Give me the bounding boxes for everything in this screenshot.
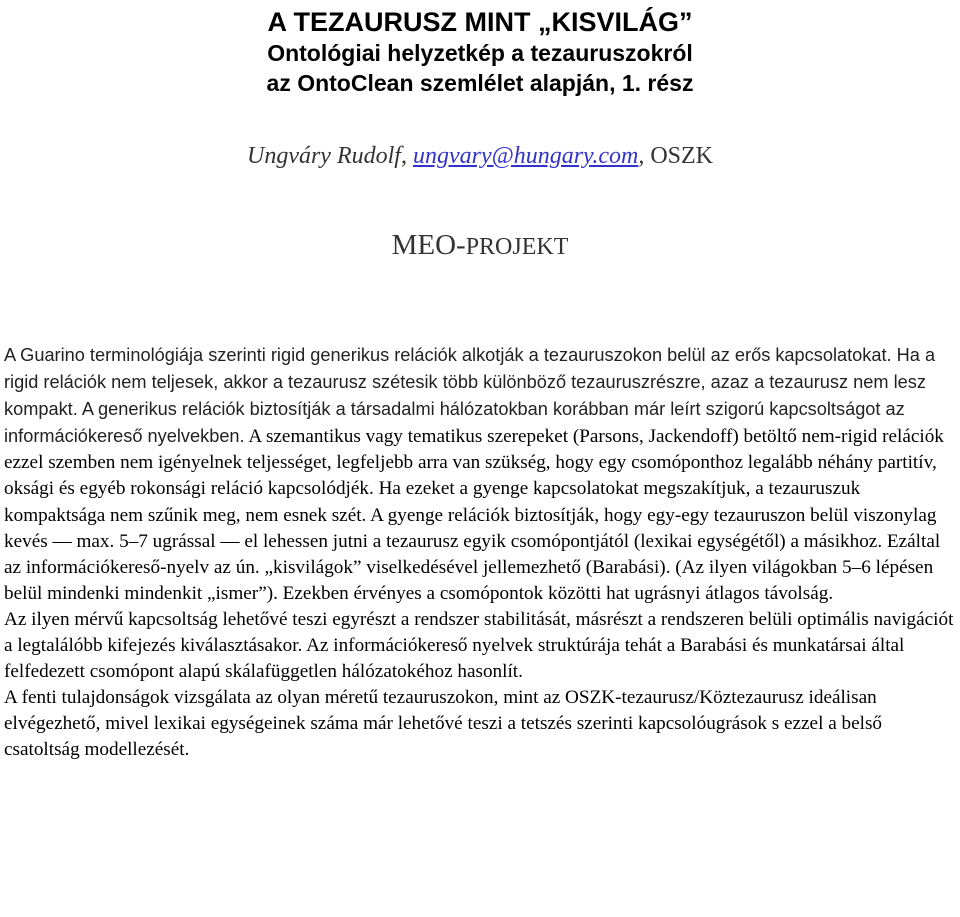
project-name: PROJEKT: [465, 234, 569, 260]
title-block: [0, 6, 960, 98]
paragraph-4: A fenti tulajdonságok vizsgálata az olyan méretű tezauruszokon, mint az OSZK-tezaurusz/Köztezaurusz ideálisan elvégezhető, mivel lexikai egységeinek száma már lehetővé teszi a tetszés szerinti kapcsolóugrások s ezzel a belső csatoltság modellezését.: [4, 687, 883, 761]
author-line: [0, 142, 960, 170]
project-prefix: MEO-: [391, 229, 466, 261]
author-email-link[interactable]: ungvary@hungary.com: [412, 143, 639, 169]
paragraph-3: Az ilyen mérvű kapcsoltság lehetővé teszi egyrészt a rendszer stabilitását, másrészt a rendszeren belüli optimális navigációt a legtalálóbb kifejezés kiválasztásakor. Az információkereső nyelvek struktúrája tehát a Barabási és munkatársai által felfedezett csomópont alapú skálafüggetlen hálózatokéhoz hasonlít.: [4, 608, 954, 683]
body-paragraph: [4, 342, 956, 764]
author-organization: , OSZK: [638, 143, 714, 169]
project-heading: [0, 228, 960, 264]
author-name: Ungváry Rudolf,: [246, 143, 407, 169]
paragraph-1: A Guarino terminológiája szerinti rigid generikus relációk alkotják a tezauruszokon belül az erős kapcsolatokat. Ha a rigid relációk nem teljesek, akkor a tezaurusz szétesik több különböző tezauruszrészre, azaz a tezaurusz nem lesz kompakt. A generikus relációk biztosítják a társadalmi hálózatokban korábban már leírt szigorú kapcsoltságot az információkereső nyelvekben.: [4, 345, 936, 447]
subtitle-line-1: Ontológiai helyzetkép a tezauruszokról: [267, 40, 693, 66]
paragraph-2: A szemantikus vagy tematikus szerepeket (Parsons, Jackendoff) betöltő nem-rigid relációk ezzel szemben nem igényelnek teljességet, legfeljebb arra van szükség, hogy egy csomóponthoz legalább néhány partitív, oksági és egyéb rokonsági reláció kapcsolódjék. Ha ezeket a gyenge kapcsolatokat megszakítjuk, a tezauruszuk kompaktsága nem szűnik meg, nem esnek szét. A gyenge relációk biztosítják, hogy egy-egy tezauruszon belül viszonylag kevés — max. 5–7 ugrással — el lehessen jutni a tezaurusz egyik csomópontjától (lexikai egységétől) a másikhoz. Ezáltal az információkereső-nyelv az ún. „kisvilágok” viselkedésével jellemezhető (Barabási). (Az ilyen világokban 5–6 lépésen belül mindenki mindenkit „ismer”). Ezekben érvényes a csomópontok közötti hat ugrásnyi átlagos távolság.: [4, 426, 944, 604]
subtitle-line-2: az OntoClean szemlélet alapján, 1. rész: [266, 70, 694, 96]
page-title: A TEZAURUSZ MINT „KISVILÁG”: [267, 7, 693, 37]
